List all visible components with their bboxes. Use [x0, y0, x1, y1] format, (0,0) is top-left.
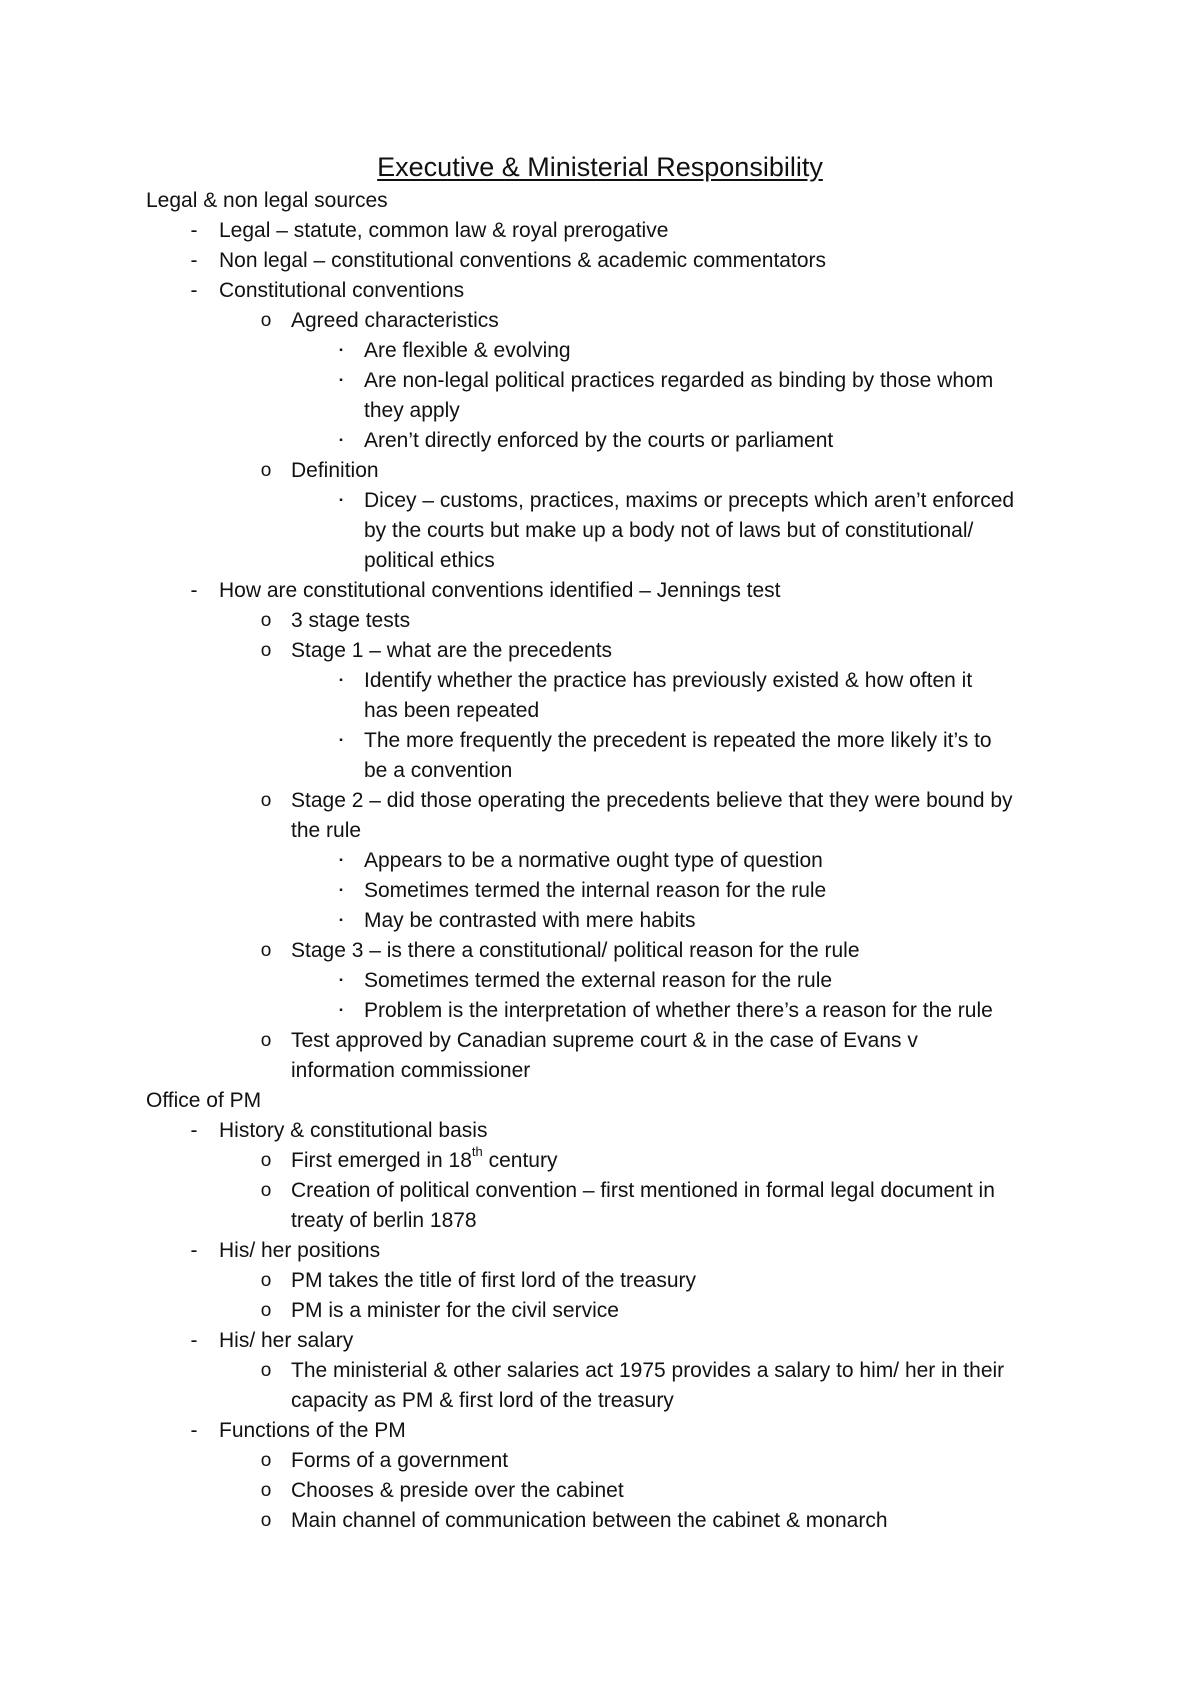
list-item-text: Definition — [291, 459, 379, 482]
list-item-text: Chooses & preside over the cabinet — [291, 1479, 624, 1502]
list-item-continuation: political ethics — [364, 549, 495, 572]
circle-bullet: o — [260, 790, 272, 811]
text-run: First emerged in 18 — [291, 1149, 472, 1172]
list-item-text: Main channel of communication between the cabinet & monarch — [291, 1509, 888, 1532]
circle-bullet: o — [260, 940, 272, 961]
square-bullet: ▪ — [339, 975, 343, 986]
dash-bullet: - — [190, 219, 198, 242]
list-item-text: Stage 1 – what are the precedents — [291, 639, 613, 662]
list-item-text: Constitutional conventions — [219, 279, 465, 302]
list-item-text: Identify whether the practice has previously existed & how often it — [364, 669, 973, 692]
circle-bullet: o — [260, 460, 272, 481]
square-bullet: ▪ — [339, 735, 343, 746]
list-item — [146, 456, 1076, 486]
dash-bullet: - — [190, 1419, 198, 1442]
list-item-continuation: has been repeated — [364, 699, 540, 722]
list-item — [146, 366, 1076, 396]
square-bullet: ▪ — [339, 435, 343, 446]
square-bullet: ▪ — [339, 915, 343, 926]
list-item-text: His/ her positions — [219, 1239, 381, 1262]
square-bullet: ▪ — [339, 1005, 343, 1016]
list-item-text: May be contrasted with mere habits — [364, 909, 696, 932]
list-item — [146, 576, 1076, 606]
text-run: century — [482, 1149, 558, 1172]
section-heading-sources: Legal & non legal sources — [146, 189, 388, 212]
list-item-text — [291, 1144, 558, 1172]
list-item — [146, 1326, 1076, 1356]
list-item — [146, 246, 1076, 276]
list-item — [146, 426, 1076, 456]
list-item-text: Problem is the interpretation of whether there’s a reason for the rule — [364, 999, 993, 1022]
list-item — [146, 636, 1076, 666]
list-item-text: Agreed characteristics — [291, 309, 499, 332]
circle-bullet: o — [260, 1480, 272, 1501]
list-item-text: 3 stage tests — [291, 609, 411, 632]
circle-bullet: o — [260, 1450, 272, 1471]
list-item-text: Creation of political convention – first mentioned in formal legal document in — [291, 1179, 995, 1202]
square-bullet: ▪ — [339, 345, 343, 356]
square-bullet: ▪ — [339, 375, 343, 386]
list-item-text: Stage 3 – is there a constitutional/ political reason for the rule — [291, 939, 860, 962]
dash-bullet: - — [190, 1329, 198, 1352]
dash-bullet: - — [190, 579, 198, 602]
circle-bullet: o — [260, 640, 272, 661]
list-item — [146, 336, 1076, 366]
list-item — [146, 996, 1076, 1026]
list-item — [146, 1476, 1076, 1506]
list-item — [146, 936, 1076, 966]
list-item-continuation: be a convention — [364, 759, 513, 782]
list-item — [146, 276, 1076, 306]
circle-bullet: o — [260, 1360, 272, 1381]
list-item-text: Stage 2 – did those operating the precedents believe that they were bound by — [291, 789, 1013, 812]
list-item-text: Are flexible & evolving — [364, 339, 571, 362]
square-bullet: ▪ — [339, 675, 343, 686]
list-item — [146, 1176, 1076, 1206]
circle-bullet: o — [260, 1270, 272, 1291]
square-bullet: ▪ — [339, 495, 343, 506]
dash-bullet: - — [190, 249, 198, 272]
list-item-continuation: they apply — [364, 399, 460, 422]
list-item — [146, 306, 1076, 336]
list-item-text: PM takes the title of first lord of the treasury — [291, 1269, 696, 1292]
list-item — [146, 1116, 1076, 1146]
list-item-continuation: by the courts but make up a body not of laws but of constitutional/ — [364, 519, 974, 542]
list-item-text: The ministerial & other salaries act 1975 provides a salary to him/ her in their — [291, 1359, 1005, 1382]
list-item-text: Test approved by Canadian supreme court & in the case of Evans v — [291, 1029, 918, 1052]
list-item-text: PM is a minister for the civil service — [291, 1299, 619, 1322]
dash-bullet: - — [190, 1119, 198, 1142]
list-item-text: Forms of a government — [291, 1449, 509, 1472]
list-item — [146, 1146, 1076, 1176]
list-item — [146, 846, 1076, 876]
list-item — [146, 666, 1076, 696]
list-item — [146, 966, 1076, 996]
dash-bullet: - — [190, 1239, 198, 1262]
list-item — [146, 606, 1076, 636]
circle-bullet: o — [260, 1150, 272, 1171]
section-heading-office-of-pm: Office of PM — [146, 1089, 262, 1112]
document-title: Executive & Ministerial Responsibility — [377, 152, 823, 182]
list-item — [146, 726, 1076, 756]
list-item-text: History & constitutional basis — [219, 1119, 488, 1142]
list-item — [146, 1446, 1076, 1476]
list-item — [146, 486, 1076, 516]
circle-bullet: o — [260, 1030, 272, 1051]
list-item — [146, 1026, 1076, 1056]
list-item-text: Dicey – customs, practices, maxims or precepts which aren’t enforced — [364, 489, 1015, 512]
list-item-continuation: information commissioner — [291, 1059, 531, 1082]
list-item — [146, 786, 1076, 816]
list-item-continuation: the rule — [291, 819, 362, 842]
document-body — [146, 186, 1076, 1536]
list-item — [146, 906, 1076, 936]
circle-bullet: o — [260, 310, 272, 331]
list-item — [146, 216, 1076, 246]
list-item-text: Functions of the PM — [219, 1419, 406, 1442]
list-item — [146, 1236, 1076, 1266]
list-item — [146, 1506, 1076, 1536]
list-item-text: Sometimes termed the internal reason for the rule — [364, 879, 827, 902]
list-item-text: Sometimes termed the external reason for the rule — [364, 969, 833, 992]
circle-bullet: o — [260, 610, 272, 631]
list-item-text: Aren’t directly enforced by the courts or parliament — [364, 429, 834, 452]
list-item — [146, 1296, 1076, 1326]
list-item — [146, 1266, 1076, 1296]
list-item-text: Legal – statute, common law & royal prerogative — [219, 219, 669, 242]
list-item-text: Are non-legal political practices regarded as binding by those whom — [364, 369, 994, 392]
list-item — [146, 876, 1076, 906]
list-item — [146, 1416, 1076, 1446]
list-item — [146, 1356, 1076, 1386]
circle-bullet: o — [260, 1300, 272, 1321]
square-bullet: ▪ — [339, 855, 343, 866]
superscript: th — [471, 1144, 483, 1159]
square-bullet: ▪ — [339, 885, 343, 896]
circle-bullet: o — [260, 1180, 272, 1201]
list-item-text: Non legal – constitutional conventions & academic commentators — [219, 249, 826, 272]
list-item-text: His/ her salary — [219, 1329, 354, 1352]
list-item-continuation: treaty of berlin 1878 — [291, 1209, 477, 1232]
list-item-text: The more frequently the precedent is repeated the more likely it’s to — [364, 729, 992, 752]
circle-bullet: o — [260, 1510, 272, 1531]
list-item-text: Appears to be a normative ought type of question — [364, 849, 823, 872]
list-item-continuation: capacity as PM & first lord of the treasury — [291, 1389, 674, 1412]
list-item-text: How are constitutional conventions identified – Jennings test — [219, 579, 781, 602]
dash-bullet: - — [190, 279, 198, 302]
